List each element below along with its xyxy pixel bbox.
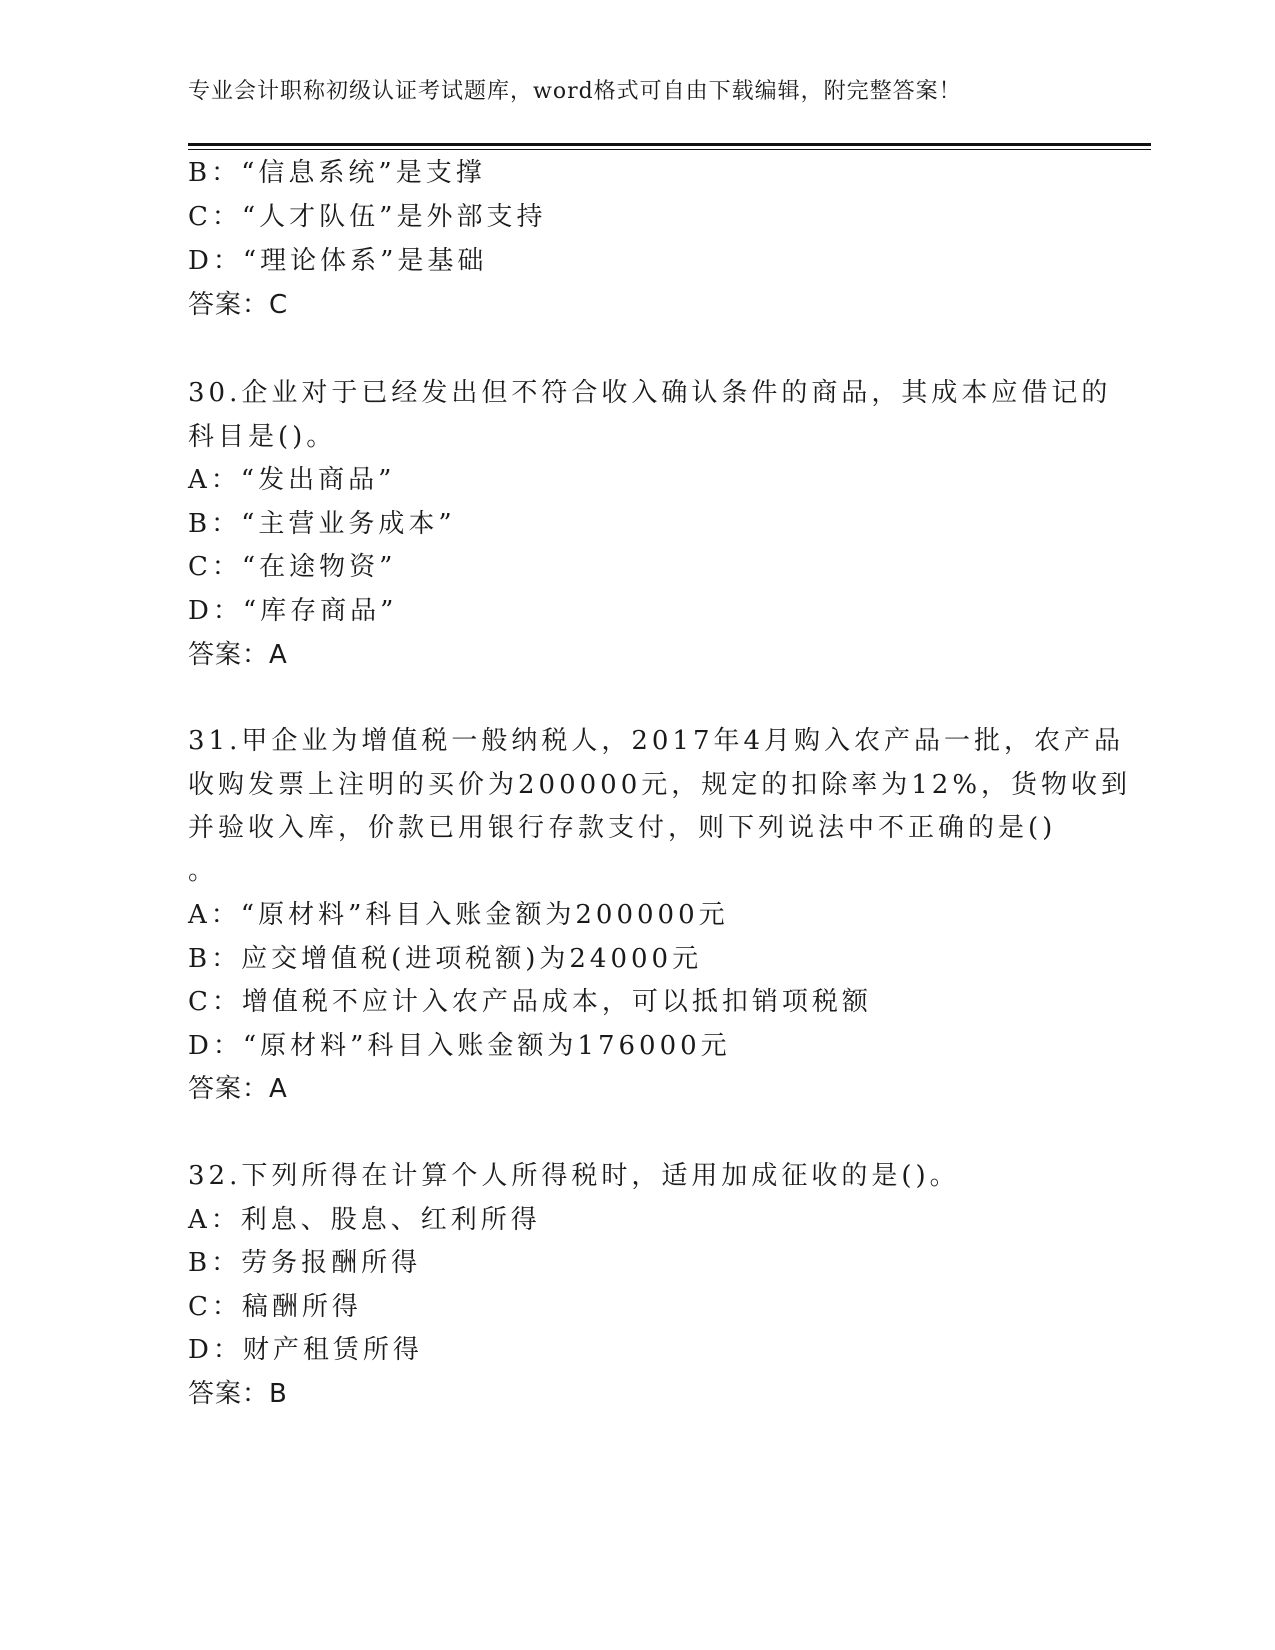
option-d: D：“库存商品” xyxy=(188,596,398,626)
option-a: A：利息、股息、红利所得 xyxy=(188,1205,541,1235)
answer: 答案：B xyxy=(188,1379,288,1409)
question-31-line-4: 。 xyxy=(188,856,219,886)
option-d: D：“原材料”科目入账金额为176000元 xyxy=(188,1031,731,1061)
answer: 答案：A xyxy=(188,1074,288,1104)
question-30-line-1: 30.企业对于已经发出但不符合收入确认条件的商品，其成本应借记的 xyxy=(188,378,1112,408)
question-32-line-1: 32.下列所得在计算个人所得税时，适用加成征收的是()。 xyxy=(188,1161,960,1191)
option-a: A：“发出商品” xyxy=(188,465,396,495)
option-b: B：“信息系统”是支撑 xyxy=(188,158,486,188)
question-31-line-2: 收购发票上注明的买价为200000元，规定的扣除率为12%，货物收到 xyxy=(188,770,1132,800)
question-30-line-2: 科目是()。 xyxy=(188,422,337,452)
option-c: C：增值税不应计入农产品成本，可以抵扣销项税额 xyxy=(188,987,872,1017)
header-rule-thick xyxy=(188,143,1151,146)
page-header: 专业会计职称初级认证考试题库，word格式可自由下载编辑，附完整答案！ xyxy=(188,79,962,104)
answer: 答案：A xyxy=(188,640,288,670)
option-a: A：“原材料”科目入账金额为200000元 xyxy=(188,900,729,930)
option-c: C：“人才队伍”是外部支持 xyxy=(188,202,547,232)
question-31-line-1: 31.甲企业为增值税一般纳税人，2017年4月购入农产品一批，农产品 xyxy=(188,726,1125,756)
option-c: C：稿酬所得 xyxy=(188,1292,362,1322)
option-d: D：“理论体系”是基础 xyxy=(188,246,488,276)
answer: 答案：C xyxy=(188,290,289,320)
option-b: B：劳务报酬所得 xyxy=(188,1248,422,1278)
option-b: B：应交增值税(进项税额)为24000元 xyxy=(188,944,703,974)
option-b: B：“主营业务成本” xyxy=(188,509,456,539)
question-31-line-3: 并验收入库，价款已用银行存款支付，则下列说法中不正确的是() xyxy=(188,813,1057,843)
option-c: C：“在途物资” xyxy=(188,552,397,582)
header-rule-thin xyxy=(188,149,1151,150)
option-d: D：财产租赁所得 xyxy=(188,1335,423,1365)
